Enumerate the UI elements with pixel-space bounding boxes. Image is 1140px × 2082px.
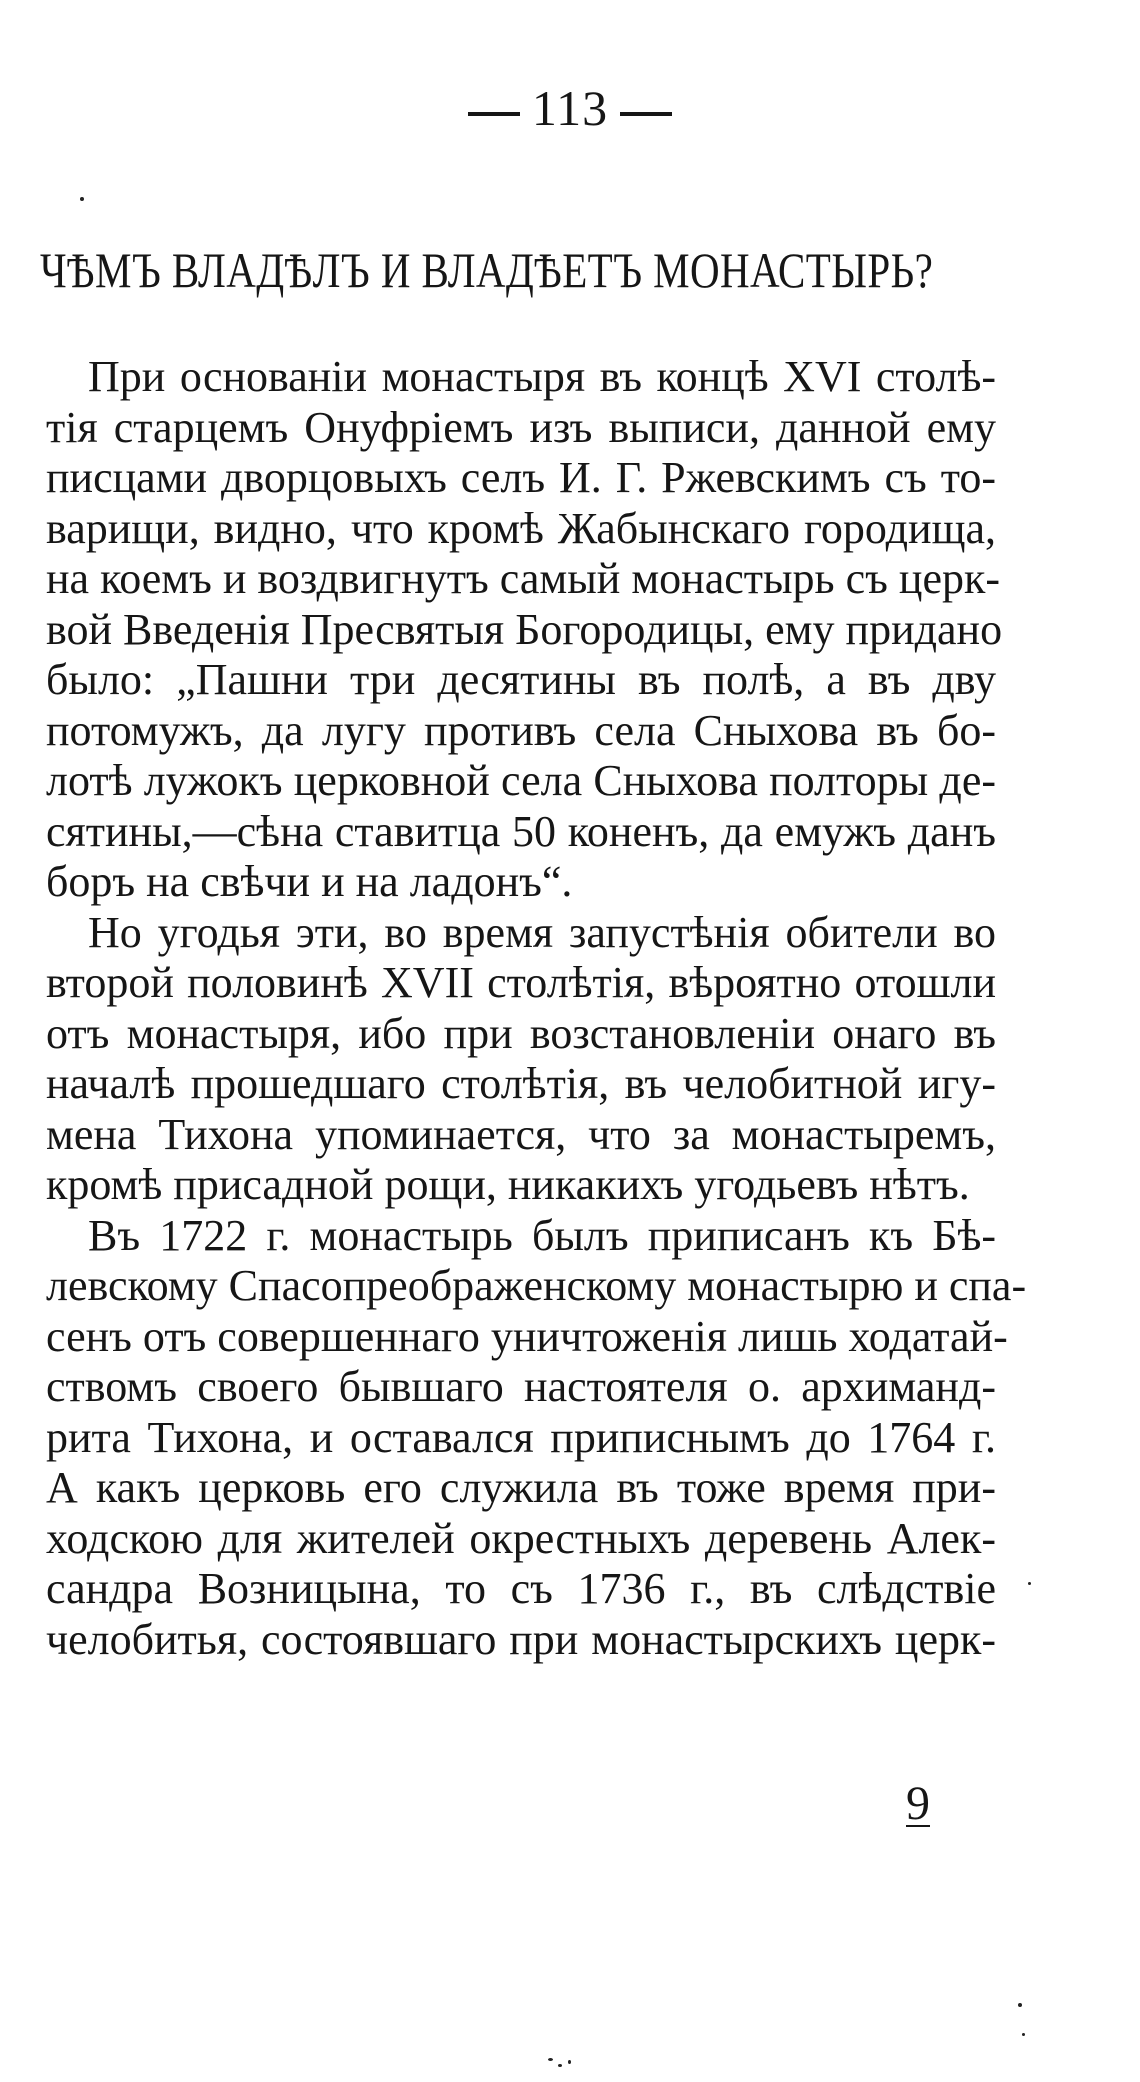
text-line: писцами дворцовыхъ селъ И. Г. Ржевскимъ съ то- [46, 453, 996, 502]
text-line: началѣ прошедшаго столѣтія, въ челобитной игу- [46, 1059, 996, 1108]
print-speck [80, 197, 84, 201]
print-speck [1028, 1582, 1031, 1585]
text-line: кромѣ присадной рощи, никакихъ угодьевъ нѣтъ. [46, 1160, 970, 1209]
text-line: При основаніи монастыря въ концѣ XVI столѣ- [88, 352, 996, 401]
text-line: сятины,—сѣна ставитца 50 коненъ, да емужъ данъ [46, 806, 996, 856]
text-line: рита Тихона, и оставался приписнымъ до 1764 г. [46, 1412, 996, 1462]
page-header [0, 78, 1140, 138]
text-line: сандра Возницына, то съ 1736 г., въ слѣдствіе [46, 1564, 996, 1613]
paragraph [46, 1210, 1027, 1666]
body-text [46, 352, 1027, 1665]
print-speck [1018, 2003, 1022, 2007]
text-line: боръ на свѣчи и на ладонъ“. [46, 857, 573, 906]
text-line: мена Тихона упоминается, что за монастыремъ, [46, 1109, 996, 1159]
signature-mark: 9 [906, 1777, 930, 1830]
text-line: варищи, видно, что кромѣ Жабынскаго городища, [46, 503, 996, 553]
text-line: тія старцемъ Онуфріемъ изъ выписи, данной ему [46, 402, 996, 452]
text-line: потомужъ, да лугу противъ села Сныхова въ бо- [46, 705, 996, 755]
text-line: ходскою для жителей окрестныхъ деревень Алек- [46, 1513, 996, 1563]
print-speck [558, 2064, 562, 2067]
text-line: сенъ отъ совершеннаго уничтоженія лишь ходатай- [46, 1311, 1008, 1361]
text-line: челобитья, состоявшаго при монастырскихъ церк- [46, 1614, 996, 1664]
text-line: вой Введенія Пресвятыя Богородицы, ему придано [46, 604, 1003, 654]
paragraph [46, 352, 1003, 908]
header-dash-left [468, 112, 520, 116]
page-number: 113 [531, 80, 609, 136]
text-line: лотѣ лужокъ церковной села Сныхова полторы де- [46, 756, 996, 805]
text-line: было: „Пашни три десятины въ полѣ, а въ дву [46, 655, 996, 704]
text-line: Въ 1722 г. монастырь былъ приписанъ къ Бѣ- [88, 1210, 996, 1260]
text-line: на коемъ и воздвигнутъ самый монастырь съ церк- [46, 554, 1001, 603]
chapter-title: ЧѢМЪ ВЛАДѢЛЪ И ВЛАДѢЕТЪ МОНАСТЫРЬ? [40, 242, 934, 298]
header-dash-right [620, 112, 672, 116]
text-line: отъ монастыря, ибо при возстановленіи онаго въ [46, 1008, 996, 1058]
print-speck [1022, 2033, 1025, 2036]
paragraph [46, 908, 996, 1211]
print-speck [568, 2060, 571, 2064]
text-line: Но угодья эти, во время запустѣнія обители во [88, 907, 996, 957]
text-line: ствомъ своего бывшаго настоятеля о. архиманд- [46, 1362, 996, 1411]
text-line: А какъ церковь его служила въ тоже время при- [46, 1463, 996, 1512]
text-line: второй половинѣ XVII столѣтія, вѣроятно отошли [46, 958, 996, 1007]
text-line: левскому Спасопреображенскому монастырю и спа- [46, 1261, 1027, 1310]
print-speck [548, 2058, 553, 2061]
